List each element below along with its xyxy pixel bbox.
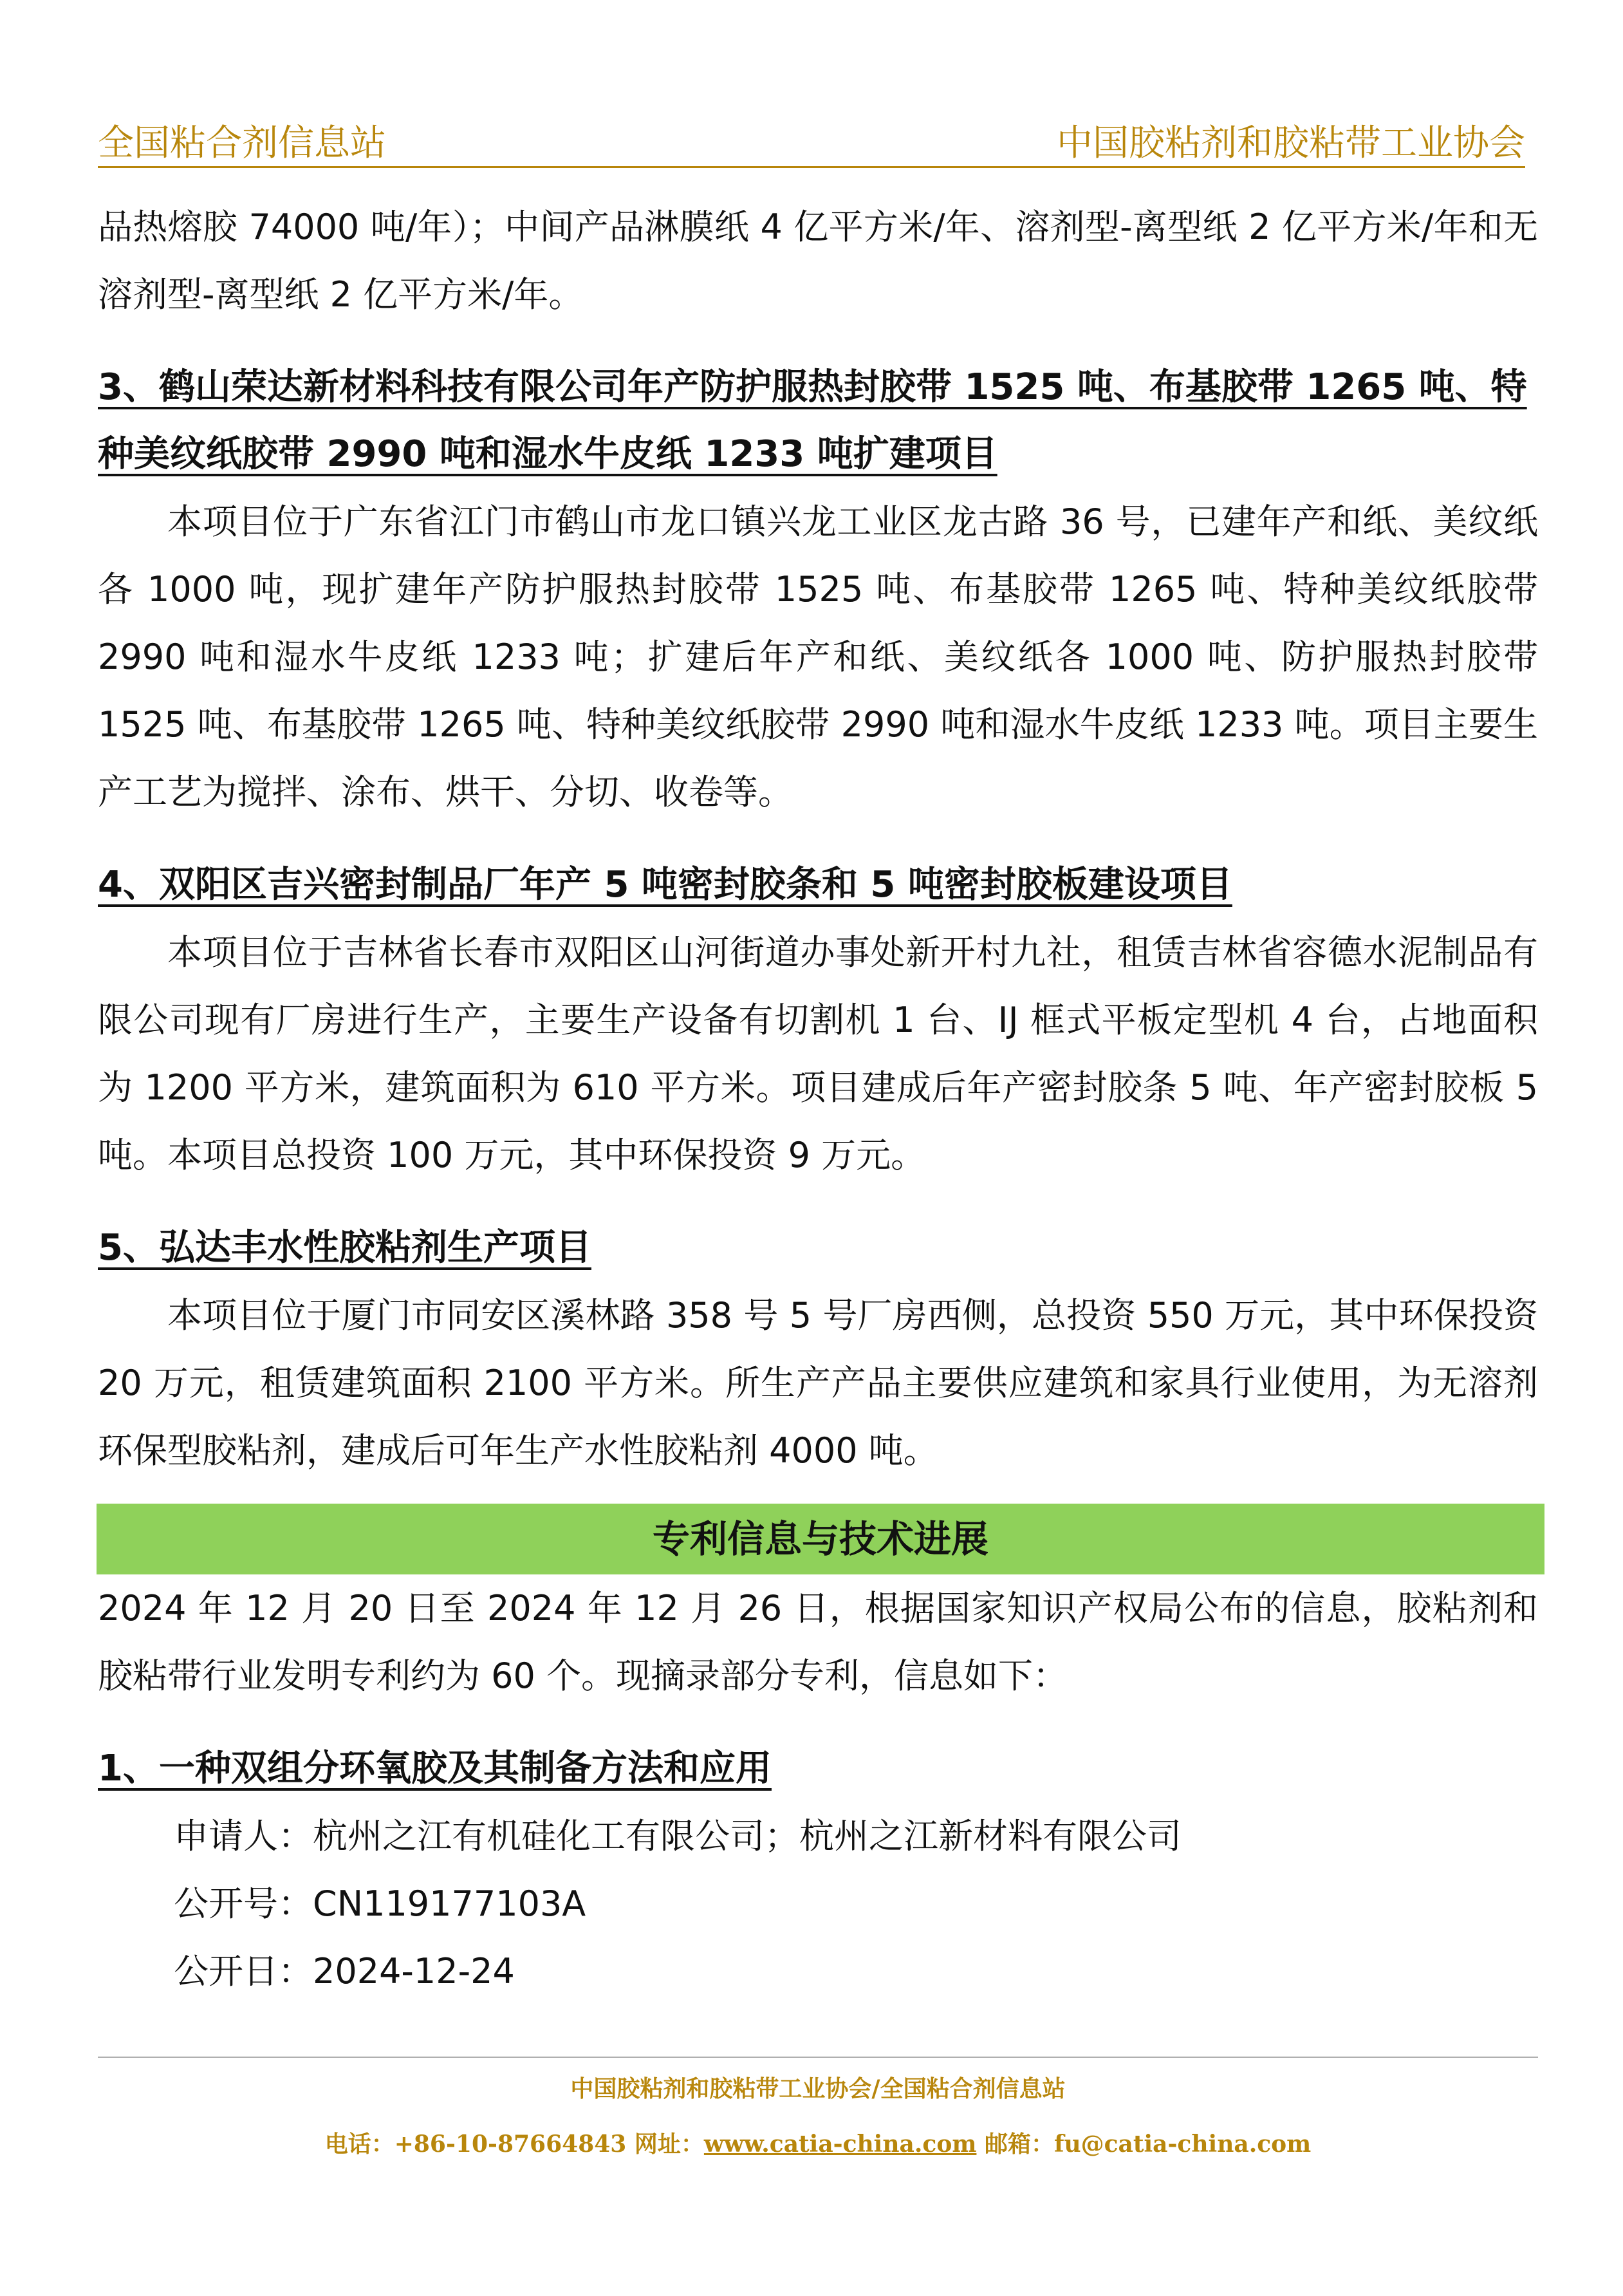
patent-section-heading: 专利信息与技术进展 bbox=[97, 1504, 1544, 1574]
patent-1-publication-date: 公开日：2024-12-24 bbox=[174, 1951, 515, 1992]
intro-paragraph: 品热熔胶 74000 吨/年）；中间产品淋膜纸 4 亿平方米/年、溶剂型-离型纸 2 亿平方米/年和无溶剂型-离型纸 2 亿平方米/年。 bbox=[98, 207, 1538, 315]
footer-email: 邮箱：fu@catia-china.com bbox=[976, 2131, 1312, 2158]
patent-intro: 2024 年 12 月 20 日至 2024 年 12 月 26 日，根据国家知识产权局公布的信息，胶粘剂和胶粘带行业发明专利约为 60 个。现摘录部分专利，信息如下： bbox=[98, 1588, 1538, 1696]
page-content bbox=[98, 193, 1538, 2005]
page-footer bbox=[98, 2057, 1538, 2162]
header-site-name: 全国粘合剂信息站 bbox=[98, 122, 386, 164]
footer-phone: 电话：+86-10-87664843 网址： bbox=[324, 2131, 704, 2158]
project-4-body: 本项目位于吉林省长春市双阳区山河街道办事处新开村九社，租赁吉林省容德水泥制品有限公司现有厂房进行生产，主要生产设备有切割机 1 台、IJ 框式平板定型机 4 台，占地面积为 1200 平方米，建筑面积为 610 平方米。项目建成后年产密封胶条 5 吨、年产密封胶板 5 吨。本项目总投资 100 万元，其中环保投资 9 万元。 bbox=[98, 932, 1538, 1175]
project-5-title: 5、弘达丰水性胶粘剂生产项目 bbox=[98, 1227, 591, 1269]
project-5-body: 本项目位于厦门市同安区溪林路 358 号 5 号厂房西侧，总投资 550 万元，其中环保投资 20 万元，租赁建筑面积 2100 平方米。所生产产品主要供应建筑和家具行业使用，为无溶剂环保型胶粘剂，建成后可年生产水性胶粘剂 4000 吨。 bbox=[98, 1295, 1538, 1471]
patent-1-title: 1、一种双组分环氧胶及其制备方法和应用 bbox=[98, 1748, 772, 1789]
footer-divider bbox=[98, 2057, 1538, 2058]
project-3-title: 3、鹤山荣达新材料科技有限公司年产防护服热封胶带 1525 吨、布基胶带 1265 吨、特种美纹纸胶带 2990 吨和湿水牛皮纸 1233 吨扩建项目 bbox=[98, 366, 1527, 475]
header-association-name: 中国胶粘剂和胶粘带工业协会 bbox=[1057, 122, 1525, 164]
footer-contact bbox=[98, 2126, 1538, 2162]
page-header bbox=[98, 115, 1525, 173]
project-3-body: 本项目位于广东省江门市鹤山市龙口镇兴龙工业区龙古路 36 号，已建年产和纸、美纹纸各 1000 吨，现扩建年产防护服热封胶带 1525 吨、布基胶带 1265 吨、特种美纹纸胶带 2990 吨和湿水牛皮纸 1233 吨；扩建后年产和纸、美纹纸各 1000 吨、防护服热封胶带 1525 吨、布基胶带 1265 吨、特种美纹纸胶带 2990 吨和湿水牛皮纸 1233 吨。项目主要生产工艺为搅拌、涂布、烘干、分切、收卷等。 bbox=[98, 501, 1538, 812]
footer-organization: 中国胶粘剂和胶粘带工业协会/全国粘合剂信息站 bbox=[570, 2075, 1066, 2102]
patent-1-publication-number: 公开号：CN119177103A bbox=[174, 1883, 586, 1924]
footer-website-link[interactable]: www.catia-china.com bbox=[703, 2131, 977, 2158]
patent-1-applicant: 申请人：杭州之江有机硅化工有限公司；杭州之江新材料有限公司 bbox=[174, 1816, 1182, 1856]
project-4-title: 4、双阳区吉兴密封制品厂年产 5 吨密封胶条和 5 吨密封胶板建设项目 bbox=[98, 864, 1232, 906]
header-divider bbox=[98, 166, 1525, 168]
